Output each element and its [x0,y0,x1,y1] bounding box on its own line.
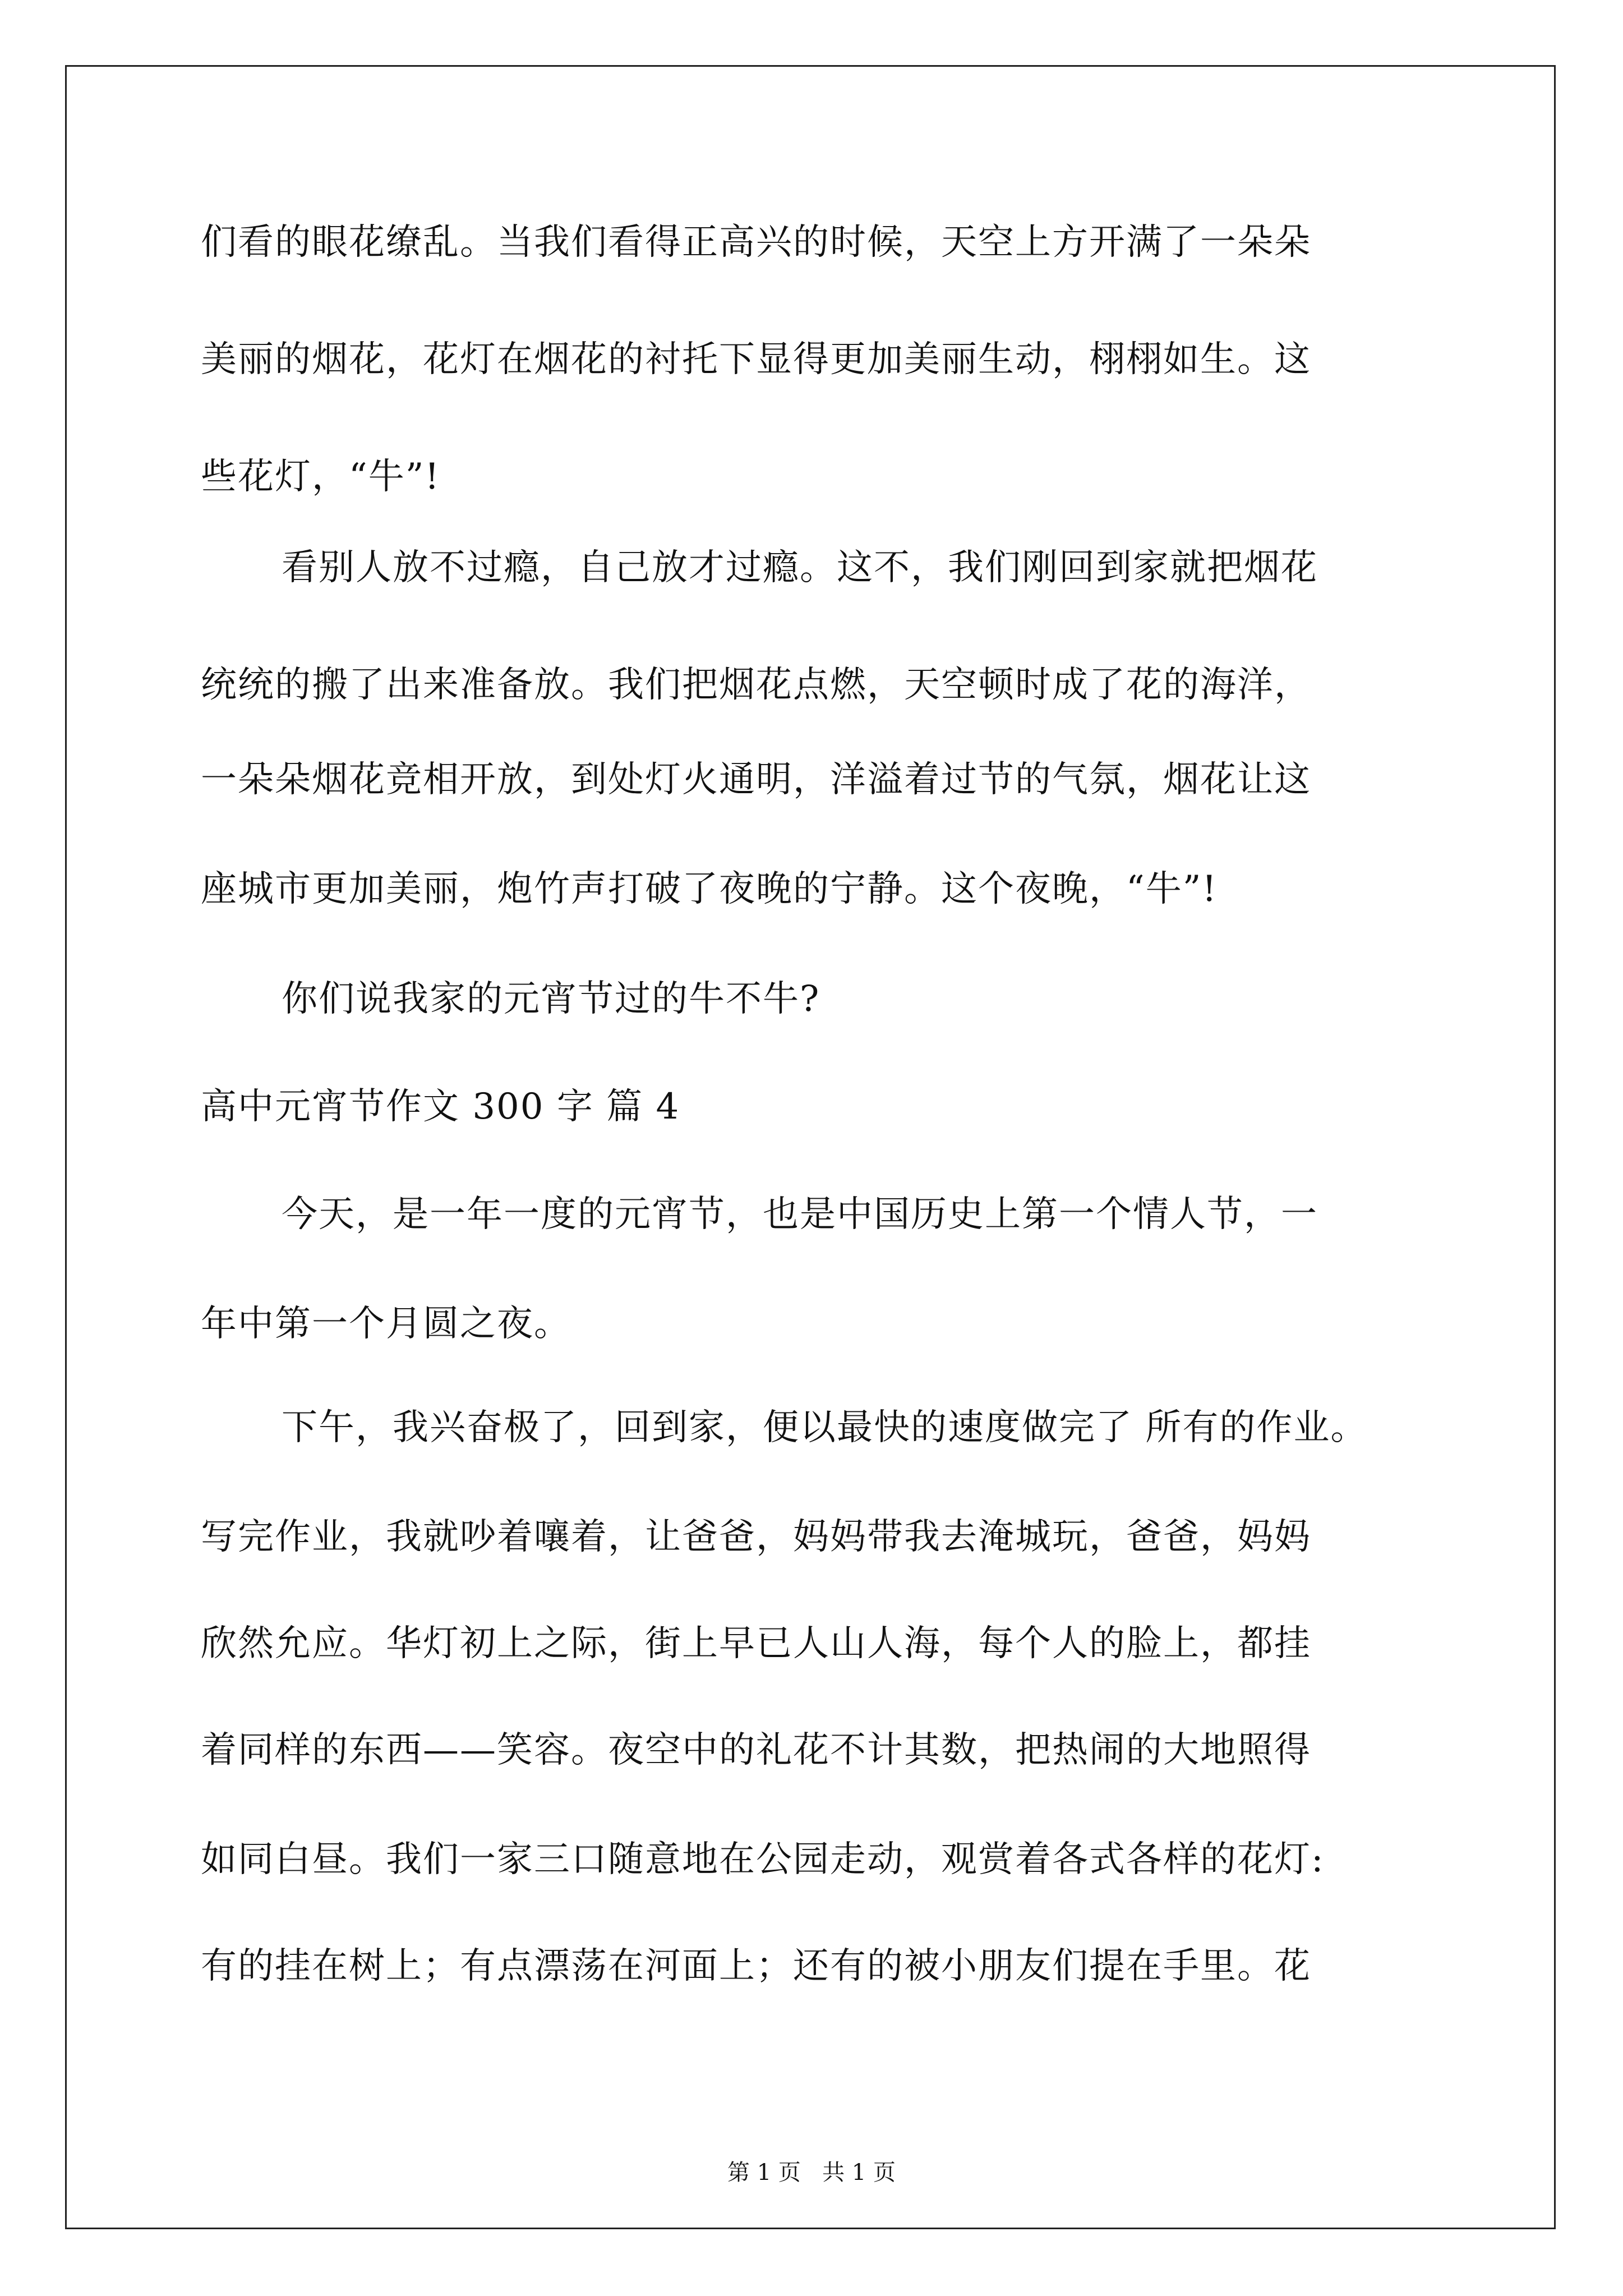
text-line: 座城市更加美丽，炮竹声打破了夜晚的宁静。这个夜晚，“牛”! [201,868,1218,910]
text-line: 如同白昼。我们一家三口随意地在公园走动，观赏着各式各样的花灯: [201,1839,1325,1880]
text-line: 欣然允应。华灯初上之际，街上早已人山人海，每个人的脸上，都挂 [201,1623,1311,1664]
text-line: 们看的眼花缭乱。当我们看得正高兴的时候，天空上方开满了一朵朵 [201,222,1311,263]
text-line: 一朵朵烟花竞相开放，到处灯火通明，洋溢着过节的气氛，烟花让这 [201,759,1311,800]
text-line: 写完作业，我就吵着嚷着，让爸爸，妈妈带我去淹城玩，爸爸，妈妈 [201,1516,1311,1558]
paragraph-start: 下午，我兴奋极了，回到家，便以最快的速度做完了 所有的作业。 [282,1407,1368,1448]
text-line: 美丽的烟花，花灯在烟花的衬托下显得更加美丽生动，栩栩如生。这 [201,339,1311,380]
text-line: 些花灯，“牛”! [201,456,441,498]
paragraph-start: 看别人放不过瘾，自己放才过瘾。这不，我们刚回到家就把烟花 [282,547,1318,588]
paragraph-start: 今天，是一年一度的元宵节，也是中国历史上第一个情人节，一 [282,1194,1318,1235]
text-line: 年中第一个月圆之夜。 [201,1303,571,1345]
paragraph-start: 你们说我家的元宵节过的牛不牛? [282,978,820,1020]
page-border [65,65,1556,2229]
text-line: 有的挂在树上；有点漂荡在河面上；还有的被小朋友们提在手里。花 [201,1945,1311,1987]
text-line: 着同样的东西——笑容。夜空中的礼花不计其数，把热闹的大地照得 [201,1729,1311,1771]
page-footer: 第 1 页 共 1 页 [727,2160,896,2185]
section-heading: 高中元宵节作文 300 字 篇 4 [201,1086,680,1128]
text-line: 统统的搬了出来准备放。我们把烟花点燃，天空顿时成了花的海洋， [201,664,1311,706]
